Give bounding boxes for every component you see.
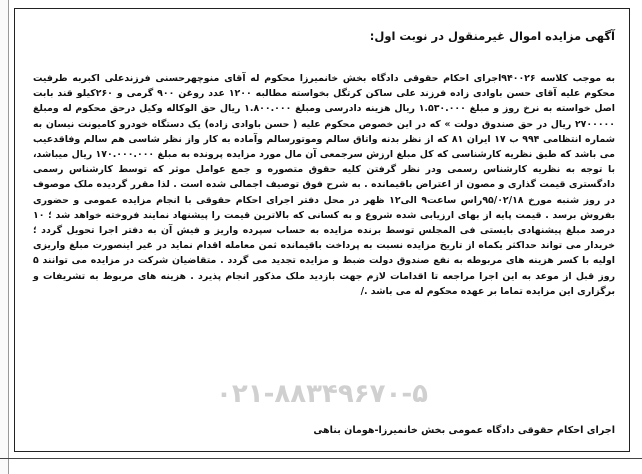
notice-signature: اجرای احکام حقوقی دادگاه عمومی بخش خانمیرزا-هومان بناهی — [313, 425, 615, 436]
footer-divider — [0, 458, 642, 459]
left-margin-strip — [0, 0, 9, 474]
notice-frame — [14, 8, 630, 452]
phone-watermark: ۰۲۱-۸۸۳۴۹۶۷۰-۵ — [215, 379, 428, 409]
notice-body: به موجب کلاسه ۹۴۰۰۲۶اجرای احکام حقوقی دادگاه بخش خانمیرزا محکوم له آقای منوچهرحسنی فرزندعلی اکبربه طرفیت محکوم علیه آقای حسن باوادی زاده فرزند علی ساکن کرتگل بخواسته مطالبه ۱۲۰۰ عدد روغن ۹۰۰ گرمی و ۲۶۰کیلو قند بابت اصل خواسته به نرخ روز و مبلغ ۱.۵۳۰.۰۰۰ ریال هزینه دادرسی ومبلغ ۱.۸۰۰.۰۰۰ ریال حق الوکاله وکیل درحق محکوم له ومبلغ ۲۷۰۰۰۰۰ ریال در حق صندوق دولت » که در این خصوص محکوم علیه ( حسن باوادی زاده) یک دستگاه خودرو کامیونت نیسان به شماره انتظامی ۹۹۴ ب ۱۷ ایران ۸۱ که از نظر بدنه واتاق سالم وموتورسالم وآماده به کار واز نظر شاسی هم سالم وفاقدعیب می باشد که طبق نظریه کارشناسی که کل مبلغ ارزش سرجمعی آن مال مورد مزایده پرونده به مبلغ ۱۷۰.۰۰۰.۰۰۰ ریال میباشد، با توجه به نظریه کارشناس رسمی ودر نظر گرفتن کلیه حقوق متصوره و جمع عوامل موثر که توسط کارشناس رسمی دادگستری قیمت گذاری و مصون از اعتراض باقیمانده . به شرح فوق توصیف اجمالی شده است . لذا مقرر گردیده ملک موصوف در روز شنبه مورخ ۹۵/۰۲/۱۸راس ساعت۹ الی۱۲ ظهر در محل دفتر اجرای احکام حقوقی با انجام مزایده عمومی و حضوری بفروش برسد . قیمت پایه از بهای ارزیابی شده شروع و به کسانی که بالاترین قیمت را پیشنهاد نمایند فروخته خواهد شد ؛ ۱۰ درصد مبلغ پیشنهادی بایستی فی المجلس توسط برنده مزایده به حساب سپرده واریز و فیش آن به دفتر اجرا تحویل گردد ؛ خریدار می تواند حداکثر یکماه از تاریخ مزایده نسبت به پرداخت باقیمانده ثمن معامله اقدام نماید در غیر اینصورت مبلغ واریزی اولیه با کسر هزینه های مربوطه به نفع صندوق دولت ضبط و مزایده تجدید می گردد . متقاضیان شرکت در مزایده می توانند ۵ روز قبل از موعد به این اجرا مراجعه تا اقدامات لازم جهت بازدید ملک مذکور انجام پذیرد . هزینه های مربوط به تشریفات و برگزاری این مزایده تماما بر عهده محکوم له می باشد ./ — [33, 73, 615, 297]
notice-title: آگهی مزایده اموال غیرمنقول در نوبت اول: — [369, 29, 615, 43]
